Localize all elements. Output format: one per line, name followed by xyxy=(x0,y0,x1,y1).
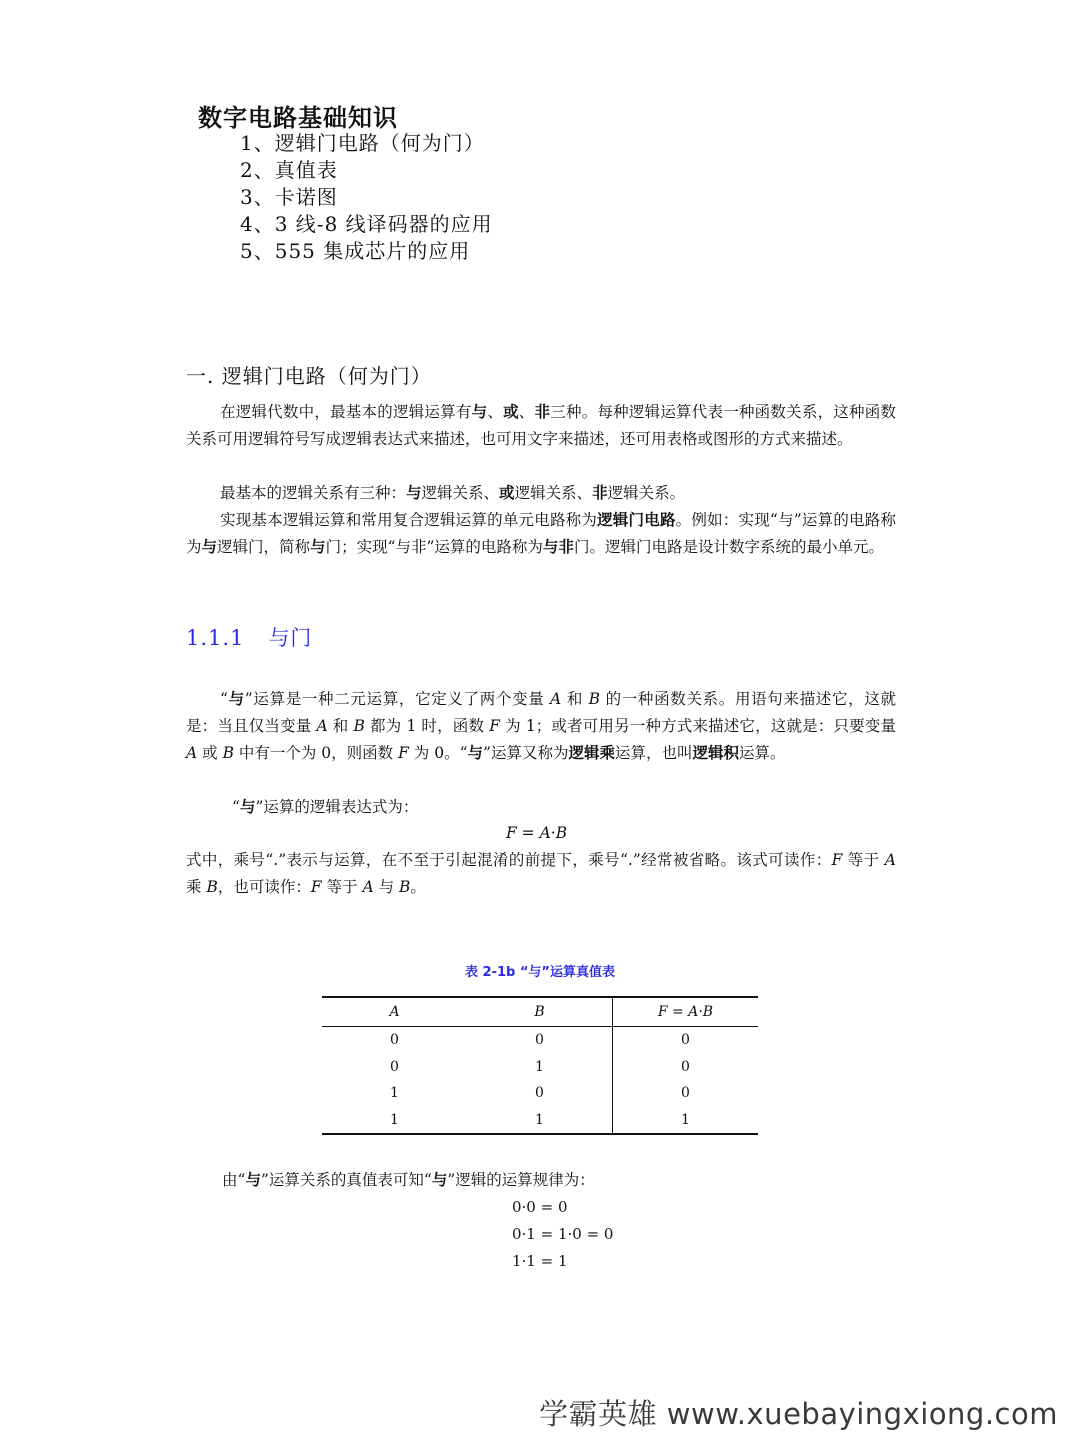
table-header-row xyxy=(322,997,758,1027)
table-cell: 1 xyxy=(535,1111,544,1128)
document-title: 数字电路基础知识 xyxy=(198,104,398,132)
table-cell: 0 xyxy=(535,1032,544,1049)
toc-item: 2、真值表 xyxy=(240,158,338,182)
truth-table xyxy=(322,996,758,1135)
table-row xyxy=(322,1054,758,1081)
paragraph-rules-intro: 由“与”运算关系的真值表可知“与”逻辑的运算规律为： xyxy=(222,1171,595,1189)
table-cell: 0 xyxy=(613,1080,759,1107)
table-cell: 0 xyxy=(613,1054,759,1081)
column-header-a: A xyxy=(389,1004,400,1020)
toc-item: 3、卡诺图 xyxy=(240,185,338,209)
paragraph-basic-relations: 最基本的逻辑关系有三种：与逻辑关系、或逻辑关系、非逻辑关系。 xyxy=(220,484,686,502)
toc-item: 1、逻辑门电路（何为门） xyxy=(240,131,485,155)
table-cell: 1 xyxy=(535,1058,544,1075)
table-row xyxy=(322,1080,758,1107)
table-row xyxy=(322,1027,758,1054)
paragraph-logic-gate-circuit: 实现基本逻辑运算和常用复合逻辑运算的单元电路称为逻辑门电路。例如：实现“与”运算的电路称为与逻辑门，简称与门；实现“与非”运算的电路称为与非门。逻辑门电路是设计数字系统的最小单元。 xyxy=(186,511,896,556)
table-cell: 0 xyxy=(390,1058,399,1075)
subsection-title: 与门 xyxy=(268,626,313,650)
rule-line: 1·1 = 1 xyxy=(512,1252,568,1270)
paragraph-formula-explanation: 式中，乘号“.”表示与运算，在不至于引起混淆的前提下，乘号“.”经常被省略。该式可读作：F 等于 A 乘 B，也可读作：F 等于 A 与 B。 xyxy=(186,851,896,896)
table-caption: 表 2-1b “与”运算真值表 xyxy=(465,965,615,980)
toc-item: 4、3 线-8 线译码器的应用 xyxy=(240,212,493,236)
table-of-contents xyxy=(240,130,493,265)
subsection-heading xyxy=(186,622,312,652)
watermark: 学霸英雄 www.xuebayingxiong.com xyxy=(539,1397,1058,1431)
section-heading: 一. 逻辑门电路（何为门） xyxy=(186,364,432,388)
table-cell: 1 xyxy=(390,1085,399,1102)
subsection-number: 1.1.1 xyxy=(186,626,245,650)
column-header-f: F = A·B xyxy=(613,997,759,1027)
rule-line: 0·1 = 1·0 = 0 xyxy=(512,1225,614,1243)
paragraph-and-definition: “与”运算是一种二元运算，它定义了两个变量 A 和 B 的一种函数关系。用语句来描述它，这就是：当且仅当变量 A 和 B 都为 1 时，函数 F 为 1；或者可用另一种方式来描述它，这就是：只要变量 A 或 B 中有一个为 0，则函数 F 为 0。“与”运算又称为逻辑乘运算，也叫逻辑积运算。 xyxy=(186,690,896,762)
and-formula: F = A·B xyxy=(506,824,568,842)
table-cell: 1 xyxy=(613,1107,759,1135)
table-cell: 0 xyxy=(390,1032,399,1049)
paragraph-basic-operations: 在逻辑代数中，最基本的逻辑运算有与、或、非三种。每种逻辑运算代表一种函数关系，这种函数关系可用逻辑符号写成逻辑表达式来描述，也可用文字来描述，还可用表格或图形的方式来描述。 xyxy=(186,403,896,448)
table-cell: 0 xyxy=(535,1085,544,1102)
toc-item: 5、555 集成芯片的应用 xyxy=(240,239,471,263)
table-cell: 1 xyxy=(390,1111,399,1128)
table-cell: 0 xyxy=(613,1027,759,1054)
rule-line: 0·0 = 0 xyxy=(512,1198,568,1216)
table-row xyxy=(322,1107,758,1135)
paragraph-expression-intro: “与”运算的逻辑表达式为： xyxy=(232,798,419,816)
column-header-b: B xyxy=(534,1004,545,1020)
